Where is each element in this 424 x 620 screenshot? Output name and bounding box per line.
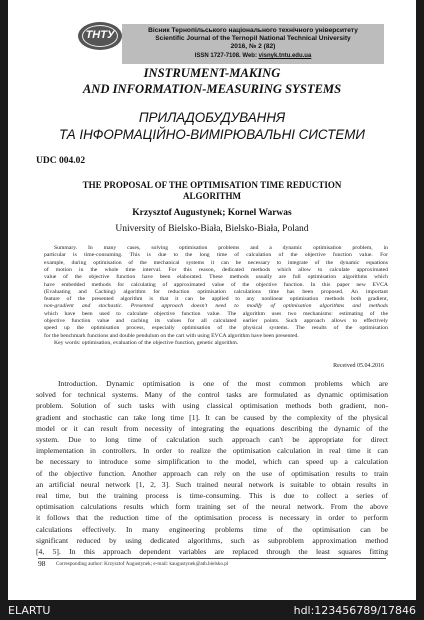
body-line: significant reduced by using dedicated algorithms, such as subproblem approximation method	[36, 535, 388, 545]
body-line: model or it can result from necessity of integrating the equations describing the dynamic of the	[36, 423, 388, 433]
journal-header	[122, 24, 384, 64]
body-line: [4, 5]. In this approach dependent variables are replaced through the least squares fitting	[36, 547, 388, 556]
logo-text: ТНТУ	[85, 29, 115, 41]
journal-issn: ISSN 1727-7108. Web: visnyk.tntu.edu.ua	[194, 53, 312, 59]
section-title-en-2: AND INFORMATION-MEASURING SYSTEMS	[82, 82, 342, 96]
journal-issue: 2016, № 2 (82)	[230, 43, 276, 50]
article-affiliation: University of Bielsko-Biała, Bielsko-Biała, Poland	[115, 224, 309, 234]
body-line: solved for technical systems. Many of the control tasks are formulated as dynamic optimisation	[36, 390, 388, 400]
abstract-line: (Evaluating and Caching) algorithm for reduction optimisation calculations time has been proposed. An important	[44, 288, 388, 295]
journal-name-ua: Вісник Тернопільського національного технічного університету	[148, 27, 358, 34]
university-logo	[78, 22, 122, 50]
received-date: Received 05.04.2016	[333, 363, 384, 369]
abstract-line: speed up the optimisation process, especially optimisation of the physical systems. The results of the optimisation	[44, 325, 388, 332]
handle-label: hdl:123456789/17846	[293, 604, 416, 617]
journal-web-link[interactable]: visnyk.tntu.edu.ua	[258, 53, 312, 59]
abstract-line: non-gradient and stochastic. Presented approach doesn't need to modify of optimisation algorithms and methods	[44, 303, 388, 310]
abstract-line: which have been used to calculate objective function value. The algorithm uses two mechanisms: estimating of the	[44, 310, 388, 317]
body-line: be necessary to introduce some simplification to the model, which can speed up a calculation	[36, 457, 388, 467]
abstract-line: particular is time-consuming. This is due to the long time of calculation of the objective function value. For	[44, 252, 388, 259]
page-number: 98	[38, 559, 46, 568]
body-line: real time, but the training process is time-consuming. This is due to collect a series of	[36, 491, 388, 500]
abstract-line: feature of the presented algorithm is that it can be applied to any nonlinear optimisation methods both gradient,	[44, 296, 388, 303]
article-authors: Krzysztof Augustynek; Kornel Warwas	[132, 208, 292, 218]
body-line: problem. Solution of such tasks with using classical optimisation methods both gradient, non-	[36, 401, 388, 411]
abstract-line: have embedded methods for calculating of approximated value of the objective function. In this paper new EVCA	[44, 281, 388, 288]
section-title-ua-1: ПРИЛАДОБУДУВАННЯ	[138, 110, 286, 125]
keywords-line: Key words: optimisation, evaluation of the objective function, genetic algorithm.	[54, 340, 239, 346]
udc-code: UDC 004.02	[36, 156, 86, 166]
abstract-line: objective function value and caching its values for all calculated earlier points. Such approach allows to effectively	[44, 318, 388, 324]
journal-page	[8, 0, 416, 600]
body-line: implementation in controllers. In order to realize the optimisation calculation in real time it can	[36, 446, 388, 456]
article-title-1: THE PROPOSAL OF THE OPTIMISATION TIME REDUCTION	[82, 180, 342, 190]
article-title-2: ALGORITHM	[182, 191, 241, 201]
body-line: of the objective function. Another approach can rely on the use of optimisation results to train	[36, 468, 388, 478]
abstract-line: value of the objective function have been elaborated. These methods usually are full optimisation algorithms which	[44, 274, 388, 281]
abstract-line: for the benchmark functions and double pendulum on the cart with using EVCA algorithm have been presented.	[44, 332, 299, 339]
body-line: system. Due to long time of calculation such approach can't be appropriate for direct	[36, 435, 388, 444]
body-line: optimisation calculations results which form training set of the neural network. From the above	[36, 502, 388, 512]
abstract-line: example, during optimisation of the mechanical systems it can be necessary to integrate of the dynamic equations	[44, 259, 388, 266]
abstract-line: Summary. In many cases, solving optimisation problems and a dynamic optimisation problem, in	[54, 245, 388, 251]
body-line: it follows that the reduction time of the optimisation process is necessary in order to perform	[36, 513, 388, 523]
body-line: calculations effectively. In many engineering problems time of the optimisation can be	[36, 524, 388, 534]
body-line: gradient and stochastic can take long time [1]. It can be caused by the complexity of the physical	[36, 412, 388, 422]
viewer-footer	[0, 600, 424, 620]
abstract-line: of motion in the whole time interval. For this reason, dedicated methods which allow to calculate approximated	[44, 266, 388, 273]
footnote-divider	[38, 558, 386, 559]
section-title-ua-2: ТА ІНФОРМАЦІЙНО-ВИМІРЮВАЛЬНІ СИСТЕМИ	[58, 127, 366, 142]
repository-label: ELARTU	[8, 604, 51, 617]
body-line: Introduction. Dynamic optimisation is one of the most common problems which are	[58, 379, 388, 388]
journal-name-en: Scientific Journal of the Ternopil National Technical University	[155, 35, 351, 42]
corresponding-author-note: Corresponding author: Krzysztof Augustynek; e-mail: kaugustynek@ath.bielsko.pl	[56, 561, 229, 567]
body-line: an artificial neural network [1, 2, 3]. Such trained neural network is suitable to obtain results in	[36, 479, 388, 489]
section-title-en-1: INSTRUMENT-MAKING	[143, 66, 281, 80]
